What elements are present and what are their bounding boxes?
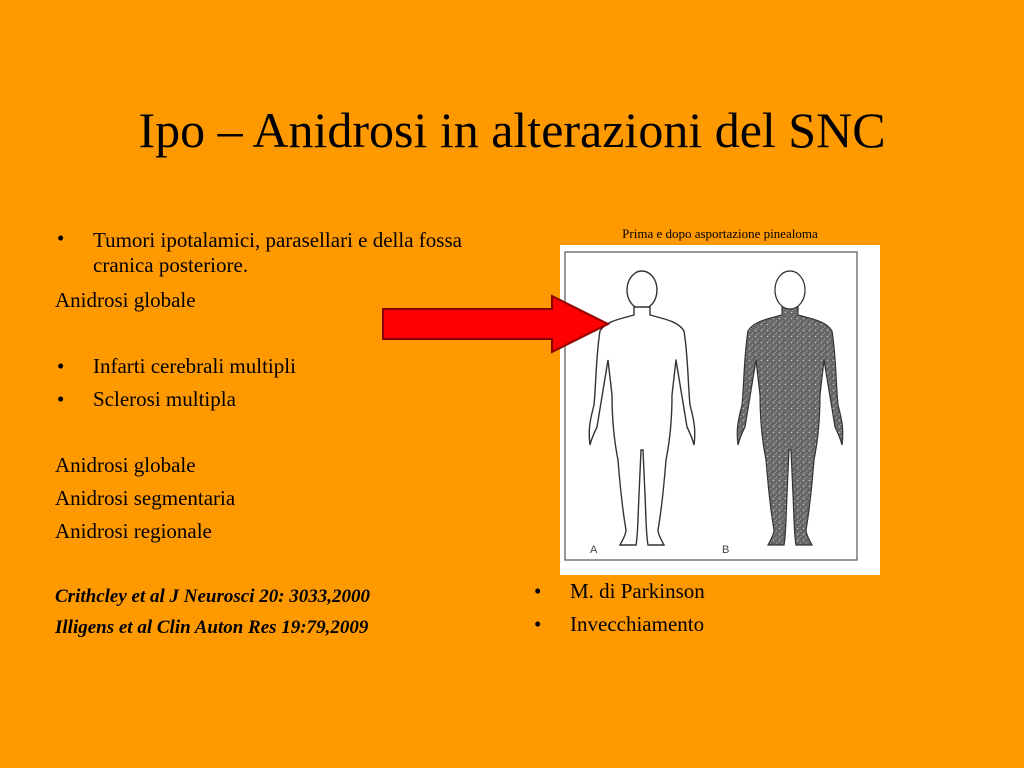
right-bullets xyxy=(532,575,832,641)
bullet-tumori: • Tumori ipotalamici, parasellari e della fossa cranica posteriore. xyxy=(55,226,525,284)
citation-illigens: Illigens et al Clin Auton Res 19:79,2009 xyxy=(55,617,369,638)
figure-caption: Prima e dopo asportazione pinealoma xyxy=(622,226,818,241)
slide-title: Ipo – Anidrosi in alterazioni del SNC xyxy=(138,102,886,158)
label-anidrosi-globale-1: Anidrosi globale xyxy=(55,288,196,312)
label-anidrosi-regionale: Anidrosi regionale xyxy=(55,519,212,543)
left-content xyxy=(55,226,525,643)
bullet-sclerosi: • Sclerosi multipla xyxy=(55,383,525,416)
label-anidrosi-globale-2: Anidrosi globale xyxy=(55,453,196,477)
bullet-infarti: • Infarti cerebrali multipli xyxy=(55,350,525,383)
bullet-invecchiamento: • Invecchiamento xyxy=(532,608,832,641)
label-anidrosi-segmentaria: Anidrosi segmentaria xyxy=(55,486,236,510)
citation-crithcley: Crithcley et al J Neurosci 20: 3033,2000 xyxy=(55,586,371,607)
red-arrow-icon xyxy=(380,294,612,356)
figure-label-b: B xyxy=(722,544,730,556)
bullet-parkinson: • M. di Parkinson xyxy=(532,575,832,608)
figure-label-a: A xyxy=(590,544,598,556)
